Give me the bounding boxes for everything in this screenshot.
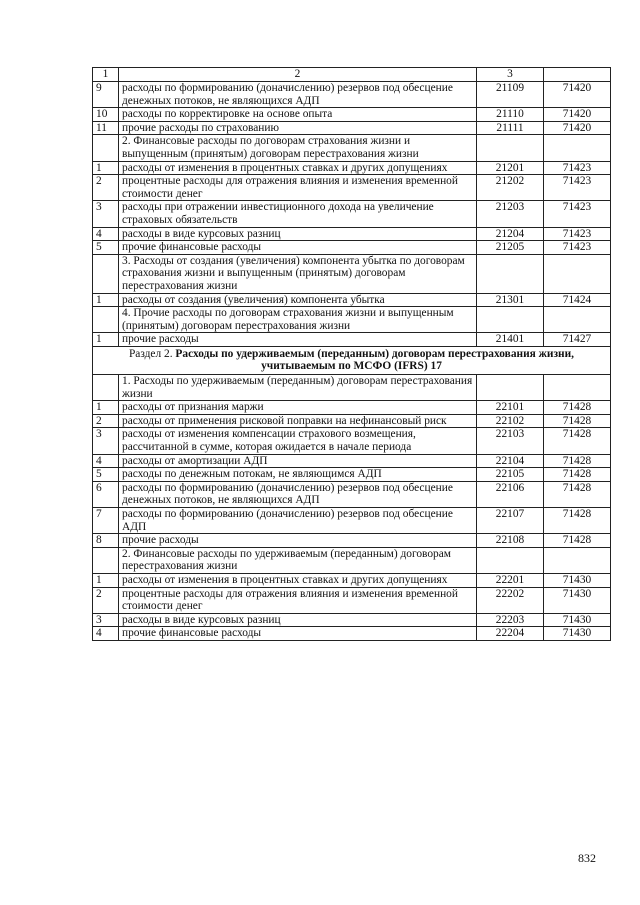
row-code: 22201 xyxy=(477,573,544,587)
row-number xyxy=(93,375,119,401)
table-row xyxy=(93,508,611,534)
row-code: 21301 xyxy=(477,293,544,307)
row-code xyxy=(477,547,544,573)
row-number xyxy=(93,135,119,161)
table-row xyxy=(93,82,611,108)
row-code xyxy=(477,135,544,161)
row-code: 22107 xyxy=(477,508,544,534)
row-description: расходы от амортизации АДП xyxy=(119,454,477,468)
row-description: 2. Финансовые расходы по договорам страхования жизни и выпущенным (принятым) договорам перестрахования жизни xyxy=(119,135,477,161)
row-account: 71423 xyxy=(544,241,611,255)
row-account: 71423 xyxy=(544,161,611,175)
row-account: 71420 xyxy=(544,121,611,135)
table-row xyxy=(93,135,611,161)
row-code: 22204 xyxy=(477,627,544,641)
row-description: 2. Финансовые расходы по удерживаемым (переданным) договорам перестрахования жизни xyxy=(119,547,477,573)
row-number: 4 xyxy=(93,627,119,641)
table-row xyxy=(93,468,611,482)
row-code: 22202 xyxy=(477,587,544,613)
table-row xyxy=(93,534,611,548)
row-code: 22102 xyxy=(477,414,544,428)
header-col-2: 2 xyxy=(119,68,477,82)
row-account: 71428 xyxy=(544,481,611,507)
table-row xyxy=(93,241,611,255)
table-row xyxy=(93,307,611,333)
row-account: 71427 xyxy=(544,333,611,347)
row-number xyxy=(93,254,119,293)
row-number: 8 xyxy=(93,534,119,548)
row-number: 1 xyxy=(93,333,119,347)
row-description: расходы при отражении инвестиционного дохода на увеличение страховых обязательств xyxy=(119,201,477,227)
row-code: 22103 xyxy=(477,428,544,454)
row-account: 71428 xyxy=(544,534,611,548)
row-account: 71420 xyxy=(544,108,611,122)
row-number: 2 xyxy=(93,587,119,613)
row-code: 21401 xyxy=(477,333,544,347)
row-account: 71428 xyxy=(544,401,611,415)
table-row xyxy=(93,293,611,307)
row-code: 21201 xyxy=(477,161,544,175)
row-code: 21110 xyxy=(477,108,544,122)
row-number: 3 xyxy=(93,201,119,227)
row-description: расходы по корректировке на основе опыта xyxy=(119,108,477,122)
table-row xyxy=(93,454,611,468)
row-account: 71430 xyxy=(544,613,611,627)
table-row xyxy=(93,587,611,613)
row-code: 21109 xyxy=(477,82,544,108)
table-row xyxy=(93,375,611,401)
row-description: 3. Расходы от создания (увеличения) компонента убытка по договорам страхования жизни и выпущенным (принятым) договорам перестрахования жизни xyxy=(119,254,477,293)
accounts-table xyxy=(92,67,611,641)
row-account xyxy=(544,254,611,293)
row-number: 3 xyxy=(93,428,119,454)
row-code: 21203 xyxy=(477,201,544,227)
row-description: прочие расходы xyxy=(119,333,477,347)
row-number: 10 xyxy=(93,108,119,122)
row-number: 4 xyxy=(93,227,119,241)
row-description: 4. Прочие расходы по договорам страхования жизни и выпущенным (принятым) договорам перестрахования жизни xyxy=(119,307,477,333)
row-code xyxy=(477,254,544,293)
row-code: 22108 xyxy=(477,534,544,548)
row-description: расходы в виде курсовых разниц xyxy=(119,613,477,627)
row-code: 22101 xyxy=(477,401,544,415)
row-account: 71428 xyxy=(544,414,611,428)
row-account: 71430 xyxy=(544,627,611,641)
row-account: 71428 xyxy=(544,428,611,454)
row-number: 1 xyxy=(93,293,119,307)
row-account: 71428 xyxy=(544,508,611,534)
row-account: 71430 xyxy=(544,587,611,613)
row-description: прочие финансовые расходы xyxy=(119,241,477,255)
table-row xyxy=(93,428,611,454)
row-description: 1. Расходы по удерживаемым (переданным) договорам перестрахования жизни xyxy=(119,375,477,401)
row-number: 5 xyxy=(93,241,119,255)
row-number: 2 xyxy=(93,175,119,201)
header-col-1: 1 xyxy=(93,68,119,82)
row-code xyxy=(477,307,544,333)
row-number xyxy=(93,307,119,333)
table-row xyxy=(93,481,611,507)
table-header-row xyxy=(93,68,611,82)
row-account: 71423 xyxy=(544,201,611,227)
table-row xyxy=(93,175,611,201)
row-description: расходы по формированию (доначислению) резервов под обесцение денежных потоков, не являющихся АДП xyxy=(119,82,477,108)
row-code: 22203 xyxy=(477,613,544,627)
row-number: 4 xyxy=(93,454,119,468)
row-account: 71423 xyxy=(544,227,611,241)
table-row xyxy=(93,121,611,135)
row-code: 21111 xyxy=(477,121,544,135)
row-description: расходы от изменения компенсации страхового возмещения, рассчитанной в сумме, которая ожидается в начале периода xyxy=(119,428,477,454)
row-code: 22105 xyxy=(477,468,544,482)
row-number: 6 xyxy=(93,481,119,507)
table-row xyxy=(93,333,611,347)
row-account xyxy=(544,375,611,401)
table-row xyxy=(93,573,611,587)
row-account: 71430 xyxy=(544,573,611,587)
row-code: 21205 xyxy=(477,241,544,255)
row-account xyxy=(544,307,611,333)
row-description: прочие расходы по страхованию xyxy=(119,121,477,135)
row-number: 1 xyxy=(93,401,119,415)
row-description: расходы по денежным потокам, не являющимся АДП xyxy=(119,468,477,482)
row-number: 1 xyxy=(93,573,119,587)
table-row xyxy=(93,613,611,627)
row-number: 9 xyxy=(93,82,119,108)
row-description: расходы от изменения в процентных ставках и других допущениях xyxy=(119,161,477,175)
row-description: расходы от изменения в процентных ставках и других допущениях xyxy=(119,573,477,587)
section-heading-row xyxy=(93,346,611,374)
table-row xyxy=(93,201,611,227)
row-description: прочие расходы xyxy=(119,534,477,548)
header-col-3: 3 xyxy=(477,68,544,82)
header-col-4 xyxy=(544,68,611,82)
row-description: расходы от применения рисковой поправки на нефинансовый риск xyxy=(119,414,477,428)
table-row xyxy=(93,161,611,175)
table-row xyxy=(93,627,611,641)
row-code xyxy=(477,375,544,401)
table-row xyxy=(93,227,611,241)
table-row xyxy=(93,254,611,293)
row-account: 71428 xyxy=(544,454,611,468)
row-account: 71424 xyxy=(544,293,611,307)
row-description: расходы по формированию (доначислению) резервов под обесцение АДП xyxy=(119,508,477,534)
row-number: 2 xyxy=(93,414,119,428)
section-heading xyxy=(93,346,611,374)
row-description: расходы от создания (увеличения) компонента убытка xyxy=(119,293,477,307)
page-number: 832 xyxy=(578,851,596,865)
row-number: 7 xyxy=(93,508,119,534)
row-number: 3 xyxy=(93,613,119,627)
row-description: процентные расходы для отражения влияния и изменения временной стоимости денег xyxy=(119,175,477,201)
row-account: 71428 xyxy=(544,468,611,482)
table-row xyxy=(93,414,611,428)
row-number: 11 xyxy=(93,121,119,135)
row-code: 21204 xyxy=(477,227,544,241)
row-description: процентные расходы для отражения влияния и изменения временной стоимости денег xyxy=(119,587,477,613)
row-number: 1 xyxy=(93,161,119,175)
table-row xyxy=(93,401,611,415)
row-account xyxy=(544,135,611,161)
row-code: 22104 xyxy=(477,454,544,468)
row-number xyxy=(93,547,119,573)
row-code: 22106 xyxy=(477,481,544,507)
row-description: расходы по формированию (доначислению) резервов под обесцение денежных потоков, не являющихся АДП xyxy=(119,481,477,507)
row-account xyxy=(544,547,611,573)
row-number: 5 xyxy=(93,468,119,482)
row-account: 71423 xyxy=(544,175,611,201)
row-description: расходы от признания маржи xyxy=(119,401,477,415)
row-code: 21202 xyxy=(477,175,544,201)
row-account: 71420 xyxy=(544,82,611,108)
row-description: расходы в виде курсовых разниц xyxy=(119,227,477,241)
row-description: прочие финансовые расходы xyxy=(119,627,477,641)
section-title: Расходы по удерживаемым (переданным) договорам перестрахования жизни, учитываемым по МСФО (IFRS) 17 xyxy=(175,347,575,373)
table-row xyxy=(93,108,611,122)
section-prefix: Раздел 2. xyxy=(128,347,176,360)
table-row xyxy=(93,547,611,573)
